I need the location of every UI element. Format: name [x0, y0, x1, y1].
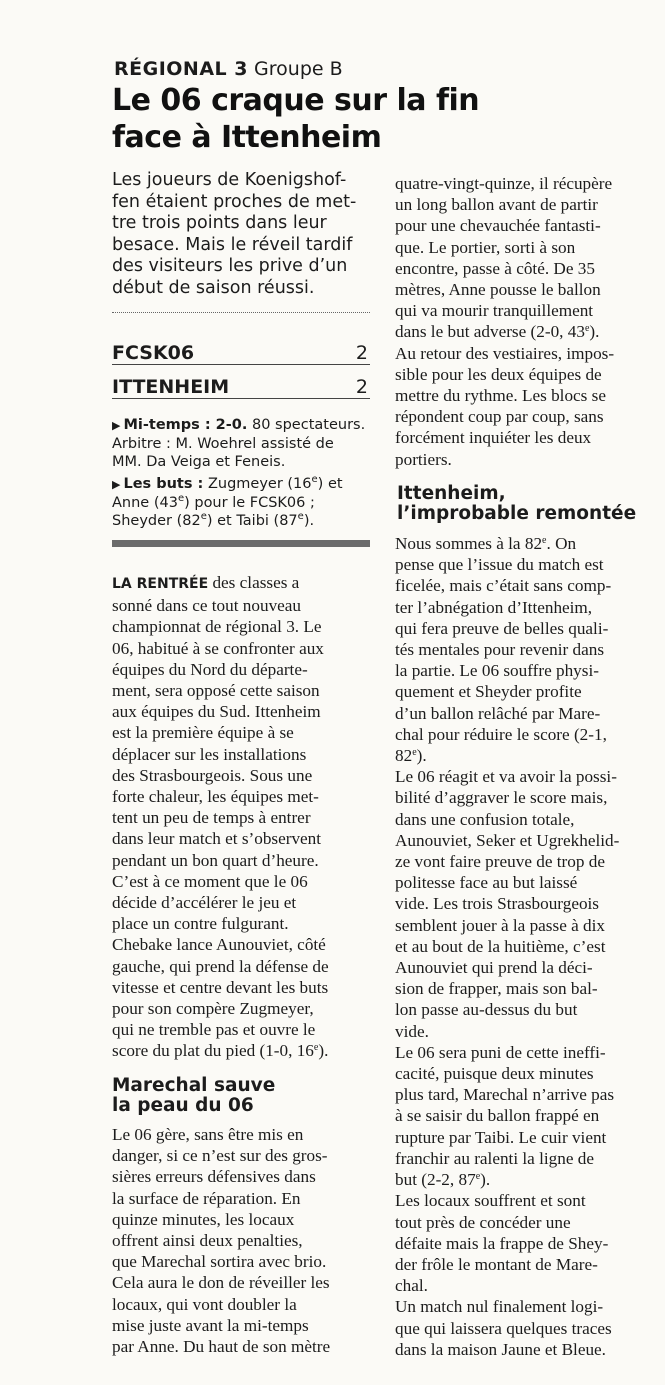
away-score: 2 [355, 376, 368, 398]
body-line: Un match nul finalement logi- [395, 1297, 604, 1317]
goals-line [112, 475, 374, 494]
body-line: Le 06 sera puni de cette ineffi- [395, 1042, 606, 1062]
subheading-line: l’improbable remontée [397, 503, 637, 524]
body-line: semblent jouer à la passe à dix [395, 915, 606, 935]
body-line: mettre du rythme. Les blocs se [395, 386, 606, 406]
body-line: pense que l’issue du match est [395, 555, 604, 575]
goals-line: Sheyder (82e) et Taibi (87e). [112, 511, 315, 529]
body-line: mise juste avant la mi-temps [112, 1315, 309, 1335]
body-line: Le 06 réagit et va avoir la possi- [395, 767, 617, 787]
body-line: un long ballon avant de partir [395, 195, 598, 215]
headline [112, 82, 480, 156]
body-line: déplacer sur les installations [112, 744, 307, 764]
section-kicker [114, 58, 343, 80]
body-line: Aunouviet qui prend la déci- [395, 958, 593, 978]
body-line: quement et Sheyder profite [395, 682, 582, 702]
body-line: dans leur match et s’observent [112, 829, 322, 849]
score-row-away [112, 376, 370, 399]
body-line: mètres, Anne pousse le ballon [395, 280, 601, 300]
home-score: 2 [355, 342, 368, 364]
body-line: quatre-vingt-quinze, il récupère [395, 174, 613, 193]
body-line: championnat de régional 3. Le [112, 617, 322, 637]
body-line: qui fera preuve de belles quali- [395, 618, 609, 638]
body-line: Le 06 gère, sans être mis en [112, 1125, 304, 1144]
body-line: par Anne. Du haut de son mètre [112, 1337, 331, 1357]
body-line: répondent coup par coup, sans [395, 407, 604, 427]
body-line: aux équipes du Sud. Ittenheim [112, 702, 321, 722]
body-line: ficelée, mais c’était sans comp- [395, 576, 612, 596]
body-line: dans une confusion totale, [395, 809, 575, 829]
body-line: lon passe au-dessus du but [395, 1000, 578, 1020]
body-line: chal. [395, 1276, 428, 1296]
halftime-line [112, 416, 374, 435]
body-line: ter l’abnégation d’Ittenheim, [395, 597, 593, 617]
body-line: score du plat du pied (1-0, 16e). [112, 1041, 329, 1061]
body-line: décide d’accélérer le jeu et [112, 893, 297, 913]
body-line: cacité, puisque deux minutes [395, 1064, 594, 1084]
body-line: qui ne tremble pas et ouvre le [112, 1020, 316, 1040]
chapo-line: tre trois points dans leur [112, 213, 327, 234]
body-line: but (2-2, 87e). [395, 1170, 491, 1190]
referee-line: MM. Da Veiga et Feneis. [112, 454, 286, 470]
body-line: vitesse et centre devant les buts [112, 977, 329, 997]
body-text-col2b [395, 533, 657, 1360]
body-line: sible pour les deux équipes de [395, 364, 602, 384]
body-line: des Strasbourgeois. Sous une [112, 765, 313, 785]
body-line: est la première équipe à se [112, 723, 294, 743]
body-line: pendant un bon quart d’heure. [112, 850, 319, 870]
body-line: der frôle le montant de Mare- [395, 1254, 598, 1274]
headline-line: face à Ittenheim [112, 120, 382, 155]
home-team: FCSK06 [112, 342, 195, 364]
body-line: Nous sommes à la 82e. On [395, 534, 577, 553]
chapo-line: Les joueurs de Koenigshof- [112, 170, 347, 190]
body-line: ze vont faire preuve de trop de [395, 852, 605, 872]
body-line: forte chaleur, les équipes met- [112, 787, 319, 807]
body-text-col1 [112, 572, 374, 1062]
body-line: bilité d’aggraver le score mais, [395, 788, 608, 808]
body-line: Cela aura le don de réveiller les [112, 1273, 330, 1293]
body-line: sières erreurs défensives dans [112, 1167, 316, 1187]
body-line: que. Le portier, sorti à son [395, 237, 576, 257]
body-line: offrent ainsi deux penalties, [112, 1231, 303, 1251]
triangle-bullet-icon: ▶ [112, 478, 121, 491]
body-line: la partie. Le 06 souffre physi- [395, 661, 599, 681]
body-line: encontre, passe à côté. De 35 [395, 258, 595, 278]
body-line: tés mentales pour revenir dans [395, 640, 605, 660]
body-line: rupture par Taibi. Le cuir vient [395, 1127, 607, 1147]
league-label: RÉGIONAL 3 [114, 58, 248, 80]
body-line: qui va mourir tranquillement [395, 301, 594, 321]
lead-rest: des classes a [208, 573, 300, 592]
body-line: tout près de concéder une [395, 1212, 571, 1232]
body-line: dans la maison Jaune et Bleue. [395, 1339, 606, 1359]
chapo-line: besace. Mais le réveil tardif [112, 234, 353, 255]
body-line: gauche, qui prend la défense de [112, 956, 329, 976]
body-line: chal pour réduire le score (2-1, [395, 724, 607, 744]
body-line: portiers. [395, 449, 452, 469]
goals-line: Anne (43e) pour le FCSK06 ; [112, 493, 315, 511]
body-line: d’un ballon relâché par Mare- [395, 703, 601, 723]
body-line: sonné dans ce tout nouveau [112, 596, 302, 616]
body-line: pour son compère Zugmeyer, [112, 999, 314, 1019]
subheading-line: Marechal sauve [112, 1075, 276, 1096]
body-line: pour une chevauchée fantasti- [395, 216, 601, 236]
headline-line: Le 06 craque sur la fin [112, 83, 480, 118]
goals-label: Les buts : [123, 476, 204, 492]
match-info [112, 416, 374, 530]
body-line: quinze minutes, les locaux [112, 1209, 295, 1229]
body-line: et au bout de la huitième, c’est [395, 936, 606, 956]
body-line: vide. Les trois Strasbourgeois [395, 894, 600, 914]
body-line: plus tard, Marechal n’arrive pas [395, 1085, 615, 1105]
body-text-col1b [112, 1124, 374, 1357]
subheading-line: Ittenheim, [397, 483, 506, 504]
body-line: défaite mais la frappe de Shey- [395, 1233, 609, 1253]
halftime-label: Mi-temps : 2-0. [123, 417, 248, 433]
body-text-col2 [395, 173, 657, 470]
body-line: ment, sera opposé cette saison [112, 681, 320, 701]
body-line: à se saisir du ballon frappé en [395, 1106, 600, 1126]
goals-text: Zugmeyer (16e) et [203, 474, 343, 492]
halftime-text: 80 spectateurs. [247, 417, 366, 433]
body-line: équipes du Nord du départe- [112, 659, 308, 679]
chapo-line: fen étaient proches de met- [112, 191, 357, 212]
dotted-divider [112, 312, 370, 313]
subheading-marechal [112, 1076, 275, 1116]
section-bar [112, 540, 370, 547]
body-line: place un contre fulgurant. [112, 914, 289, 934]
body-line: C’est à ce moment que le 06 [112, 871, 308, 891]
triangle-bullet-icon: ▶ [112, 419, 121, 432]
body1-lines [112, 595, 374, 1061]
body-line: locaux, qui vont doubler la [112, 1294, 297, 1314]
body-line: 06, habitué à se confronter aux [112, 638, 324, 658]
body-line: sion de frapper, mais son bal- [395, 979, 598, 999]
body-line: danger, si ce n’est sur des gros- [112, 1146, 328, 1166]
subheading-ittenheim [397, 484, 636, 524]
body-line [112, 572, 374, 595]
body-line: Chebake lance Aunouviet, côté [112, 935, 326, 955]
chapo-line: des visiteurs les prive d’un [112, 256, 348, 277]
body-line: la surface de réparation. En [112, 1188, 301, 1208]
lead-in: LA RENTRÉE [112, 576, 209, 592]
body-line: tent un peu de temps à entrer [112, 808, 311, 828]
group-label: Groupe B [254, 58, 343, 80]
body-line: Au retour des vestiaires, impos- [395, 343, 615, 363]
subheading-line: la peau du 06 [112, 1095, 254, 1116]
body-line: 82e). [395, 746, 427, 766]
away-team: ITTENHEIM [112, 376, 230, 398]
body-line: politesse face au but laissé [395, 873, 578, 893]
body-line: Aunouviet, Seker et Ugrekhelid- [395, 830, 620, 850]
chapo-intro [112, 170, 374, 300]
body-line: Les locaux souffrent et sont [395, 1191, 586, 1211]
body-line: vide. [395, 1021, 429, 1041]
body-line: que qui laissera quelques traces [395, 1318, 612, 1338]
body-line: franchir au ralenti la ligne de [395, 1148, 594, 1168]
body-line: dans le but adverse (2-0, 43e). [395, 322, 600, 342]
score-row-home [112, 342, 370, 365]
chapo-line: début de saison réussi. [112, 277, 315, 298]
referee-line: Arbitre : M. Woehrel assisté de [112, 436, 334, 452]
body-line: que Marechal sortira avec brio. [112, 1252, 327, 1272]
body-line: forcément inquiéter les deux [395, 428, 592, 448]
